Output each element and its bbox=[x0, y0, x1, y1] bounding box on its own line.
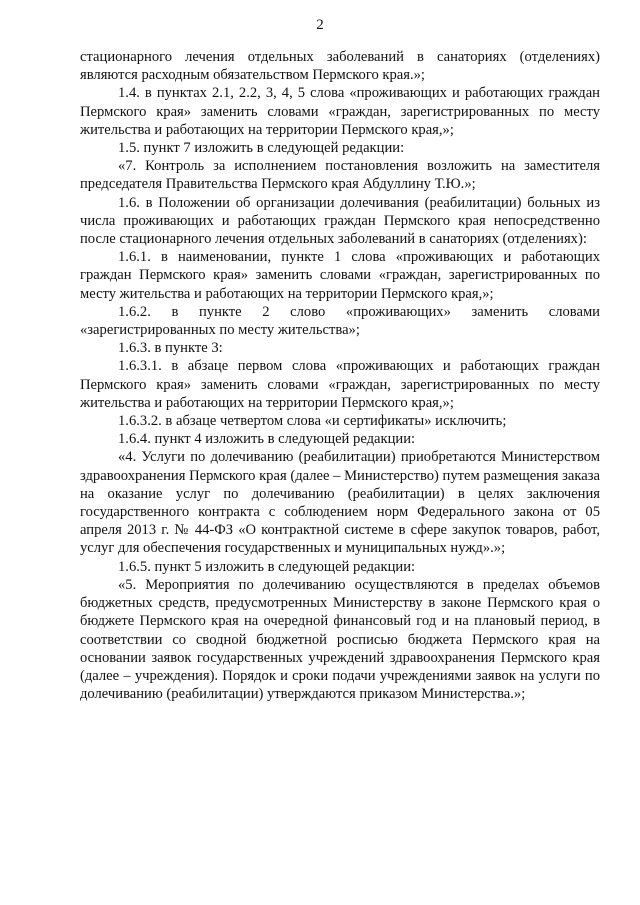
paragraph-1-6-3-2: 1.6.3.2. в абзаце четвертом слова «и сертификаты» исключить; bbox=[118, 413, 507, 430]
paragraph-1-6-3: 1.6.3. в пункте 3: bbox=[118, 340, 223, 357]
paragraph-1-5: 1.5. пункт 7 изложить в следующей редакции: bbox=[118, 140, 405, 157]
paragraph-1: стационарного лечения отдельных заболеваний в санаториях (отделениях) являются расходным обязательством Пермского края.»; bbox=[80, 49, 600, 84]
paragraph-1-6-1: 1.6.1. в наименовании, пункте 1 слова «проживающих и работающих граждан Пермского края» заменить словами «граждан, зарегистрированных по месту жительства и работающих на территории Пермского края,»; bbox=[80, 249, 600, 302]
paragraph-1-6-5: 1.6.5. пункт 5 изложить в следующей редакции: bbox=[118, 558, 416, 575]
paragraph-1-6-3-1: 1.6.3.1. в абзаце первом слова «проживающих и работающих граждан Пермского края» заменить словами «граждан, зарегистрированных по месту жительства и работающих на территории Пермского края,»; bbox=[80, 358, 600, 411]
paragraph-item-5: «5. Мероприятия по долечиванию осуществляются в пределах объемов бюджетных средств, предусмотренных Министерству в законе Пермского края о бюджете Пермского края на очередной финансовый год и на плановый период, в соответствии со сводной бюджетной росписью бюджета Пермского края на основании заявок государственных учреждений здравоохранения Пермского края (далее – учреждения). Порядок и сроки подачи учреждениями заявок на услуги по долечиванию (реабилитации) утверждаются приказом Министерства.»; bbox=[80, 576, 600, 703]
paragraph-item-4: «4. Услуги по долечиванию (реабилитации) приобретаются Министерством здравоохранения Пермского края (далее – Министерство) путем размещения заказа на оказание услуг по долечиванию (реабилитации) в целях заключения государственного контракта с соблюдением норм Федерального закона от 05 апреля 2013 г. № 44-ФЗ «О контрактной системе в сфере закупок товаров, работ, услуг для обеспечения государственных и муниципальных нужд».»; bbox=[80, 449, 600, 557]
page-number: 2 bbox=[316, 17, 324, 33]
paragraph-1-4: 1.4. в пунктах 2.1, 2.2, 3, 4, 5 слова «проживающих и работающих граждан Пермского края» заменить словами «граждан, зарегистрированных по месту жительства и работающих на территории Пермского края,»; bbox=[80, 85, 600, 138]
paragraph-1-6: 1.6. в Положении об организации долечивания (реабилитации) больных из числа проживающих и работающих граждан Пермского края непосредственно после стационарного лечения отдельных заболеваний в санаториях (отделениях): bbox=[80, 194, 600, 248]
paragraph-1-6-2: 1.6.2. в пункте 2 слово «проживающих» заменить словами «зарегистрированных по месту жительства»; bbox=[80, 303, 600, 339]
paragraph-item-7: «7. Контроль за исполнением постановления возложить на заместителя председателя Правительства Пермского края Абдуллину Т.Ю.»; bbox=[80, 158, 600, 193]
paragraph-1-6-4: 1.6.4. пункт 4 изложить в следующей редакции: bbox=[118, 431, 416, 448]
document-body bbox=[80, 48, 600, 703]
